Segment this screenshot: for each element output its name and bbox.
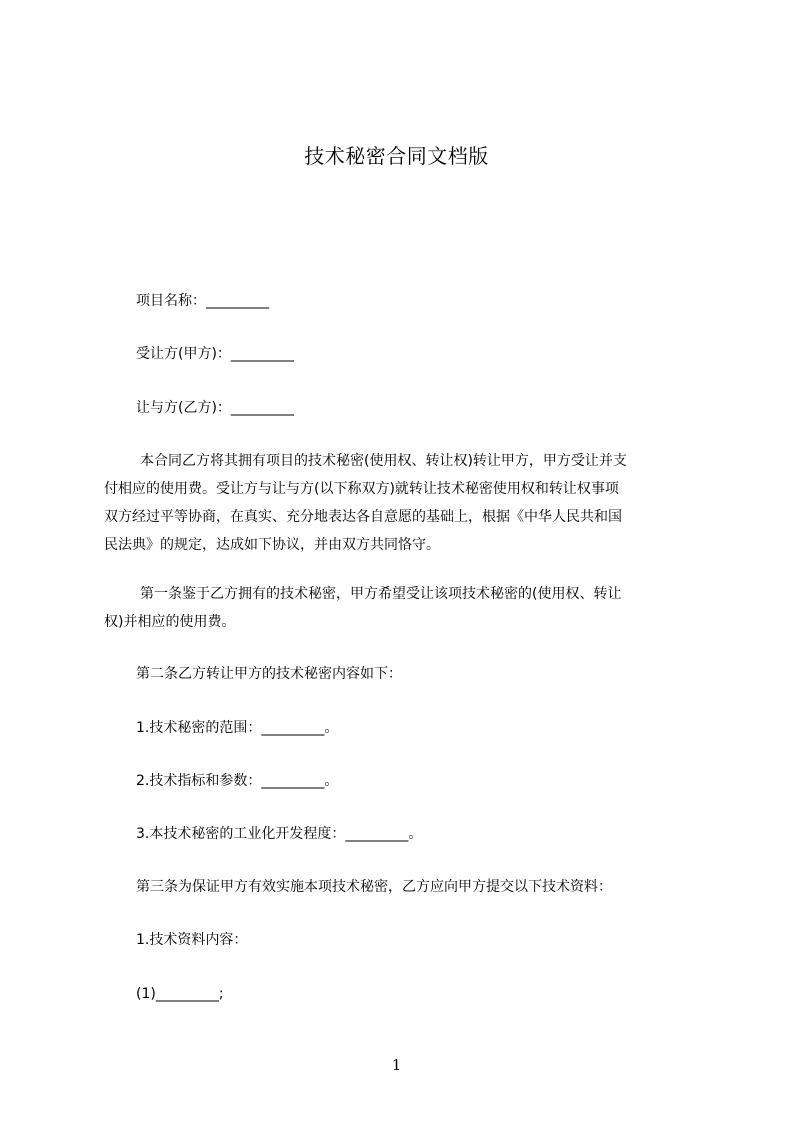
article-1-line: 第一条鉴于乙方拥有的技术秘密，甲方希望受让该项技术秘密的(使用权、转让	[140, 586, 622, 602]
article-3-item: 1.技术资料内容：	[136, 932, 248, 948]
article-2-item: 1.技术秘密的范围：_________。	[136, 720, 339, 736]
intro-paragraph	[104, 447, 716, 559]
intro-line: 付相应的使用费。受让方与让与方(以下称双方)就转让技术秘密使用权和转让权事项	[104, 481, 619, 497]
intro-line: 双方经过平等协商，在真实、充分地表达各自意愿的基础上，根据《中华人民共和国	[104, 509, 622, 525]
article-2-item: 3.本技术秘密的工业化开发程度：_________。	[136, 826, 423, 842]
article-1-line: 权)并相应的使用费。	[104, 614, 236, 630]
intro-line: 本合同乙方将其拥有项目的技术秘密(使用权、转让权)转让甲方，甲方受让并支	[140, 453, 627, 469]
article-2-heading: 第二条乙方转让甲方的技术秘密内容如下：	[136, 666, 402, 682]
page-number: 1	[391, 1056, 402, 1074]
document-title: 技术秘密合同文档版	[304, 144, 489, 168]
intro-line: 民法典》的规定，达成如下协议，并由双方共同恪守。	[104, 537, 440, 553]
article-3-subitem: (1)_________;	[136, 986, 224, 1002]
article-3-heading: 第三条为保证甲方有效实施本项技术秘密，乙方应向甲方提交以下技术资料：	[136, 879, 612, 895]
transferor-field: 让与方(乙方)：_________	[136, 400, 294, 416]
article-2-item: 2.技术指标和参数：_________。	[136, 773, 339, 789]
project-name-field: 项目名称：_________	[136, 293, 269, 309]
article-1-paragraph	[104, 580, 716, 636]
transferee-field: 受让方(甲方)：_________	[136, 346, 294, 362]
